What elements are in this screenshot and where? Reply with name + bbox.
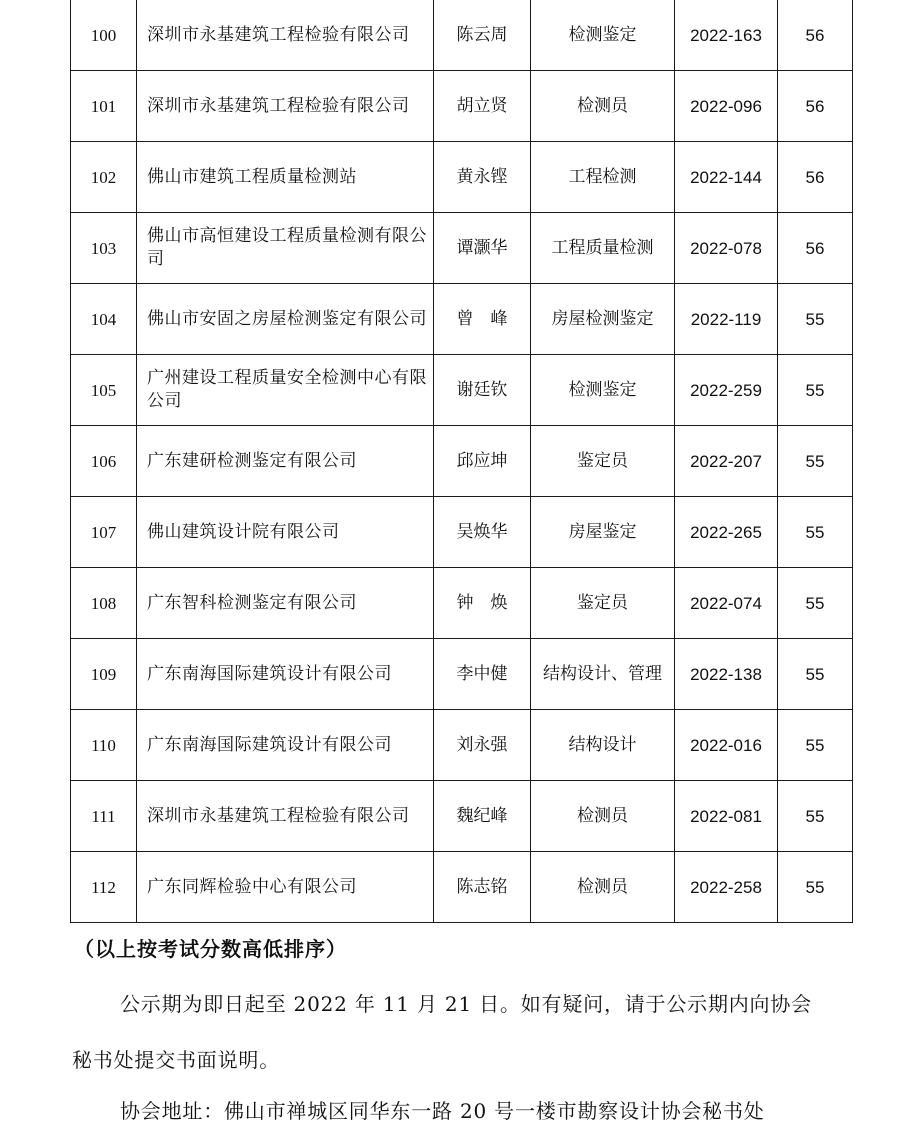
role-text: 结构设计 xyxy=(568,734,637,755)
row-organization xyxy=(137,426,434,497)
row-index: 105 xyxy=(71,355,137,426)
row-role xyxy=(531,284,675,355)
row-score: 56 xyxy=(778,71,853,142)
row-index: 111 xyxy=(71,781,137,852)
row-index: 102 xyxy=(71,142,137,213)
row-score: 55 xyxy=(778,710,853,781)
row-organization xyxy=(137,497,434,568)
table-row xyxy=(71,568,853,639)
row-index: 104 xyxy=(71,284,137,355)
row-cert-number: 2022-163 xyxy=(675,0,778,71)
row-role xyxy=(531,355,675,426)
role-text: 鉴定员 xyxy=(577,450,628,471)
row-index: 100 xyxy=(71,0,137,71)
row-cert-number: 2022-119 xyxy=(675,284,778,355)
organization-text: 佛山市高恒建设工程质量检测有限公司 xyxy=(147,226,427,269)
row-role xyxy=(531,852,675,923)
role-text: 检测员 xyxy=(577,805,628,826)
row-role xyxy=(531,781,675,852)
row-cert-number: 2022-078 xyxy=(675,213,778,284)
table-row xyxy=(71,781,853,852)
organization-text: 佛山市安固之房屋检测鉴定有限公司 xyxy=(147,308,427,329)
row-person-name: 黄永铿 xyxy=(434,142,531,213)
row-organization xyxy=(137,781,434,852)
row-person-name: 胡立贤 xyxy=(434,71,531,142)
row-person-name: 谢廷钦 xyxy=(434,355,531,426)
role-text: 检测员 xyxy=(577,876,628,897)
row-index: 106 xyxy=(71,426,137,497)
row-person-name: 李中健 xyxy=(434,639,531,710)
row-index: 103 xyxy=(71,213,137,284)
row-index: 107 xyxy=(71,497,137,568)
table-row xyxy=(71,213,853,284)
row-cert-number: 2022-258 xyxy=(675,852,778,923)
row-organization xyxy=(137,710,434,781)
address-paragraph: 协会地址：佛山市禅城区同华东一路 20 号一楼市勘察设计协会秘书处 xyxy=(120,1099,765,1123)
row-index: 108 xyxy=(71,568,137,639)
row-person-name: 刘永强 xyxy=(434,710,531,781)
row-cert-number: 2022-096 xyxy=(675,71,778,142)
table-row xyxy=(71,852,853,923)
row-score: 56 xyxy=(778,142,853,213)
role-text: 工程质量检测 xyxy=(551,237,654,258)
table-row xyxy=(71,0,853,71)
table-row xyxy=(71,284,853,355)
row-role xyxy=(531,142,675,213)
row-cert-number: 2022-259 xyxy=(675,355,778,426)
row-score: 56 xyxy=(778,213,853,284)
row-cert-number: 2022-081 xyxy=(675,781,778,852)
row-organization xyxy=(137,0,434,71)
organization-text: 深圳市永基建筑工程检验有限公司 xyxy=(147,805,410,826)
table-row xyxy=(71,426,853,497)
row-organization xyxy=(137,639,434,710)
organization-text: 深圳市永基建筑工程检验有限公司 xyxy=(147,95,410,116)
organization-text: 广东南海国际建筑设计有限公司 xyxy=(147,663,392,684)
row-cert-number: 2022-138 xyxy=(675,639,778,710)
row-organization xyxy=(137,568,434,639)
table-row xyxy=(71,71,853,142)
row-organization xyxy=(137,284,434,355)
row-index: 110 xyxy=(71,710,137,781)
role-text: 结构设计、管理 xyxy=(543,663,662,684)
row-role xyxy=(531,710,675,781)
organization-text: 广东智科检测鉴定有限公司 xyxy=(147,592,357,613)
row-person-name: 陈志铭 xyxy=(434,852,531,923)
row-organization xyxy=(137,142,434,213)
row-role xyxy=(531,568,675,639)
row-role xyxy=(531,0,675,71)
organization-text: 广州建设工程质量安全检测中心有限公司 xyxy=(147,368,427,411)
organization-text: 广东南海国际建筑设计有限公司 xyxy=(147,734,392,755)
organization-text: 佛山建筑设计院有限公司 xyxy=(147,521,340,542)
row-index: 112 xyxy=(71,852,137,923)
row-role xyxy=(531,213,675,284)
row-person-name: 谭灏华 xyxy=(434,213,531,284)
row-person-name: 吴焕华 xyxy=(434,497,531,568)
row-score: 55 xyxy=(778,284,853,355)
row-index: 109 xyxy=(71,639,137,710)
row-person-name: 魏纪峰 xyxy=(434,781,531,852)
row-person-name: 钟 焕 xyxy=(434,568,531,639)
role-text: 检测鉴定 xyxy=(568,379,637,400)
row-person-name: 邱应坤 xyxy=(434,426,531,497)
role-text: 鉴定员 xyxy=(577,592,628,613)
row-score: 55 xyxy=(778,426,853,497)
row-index: 101 xyxy=(71,71,137,142)
row-score: 55 xyxy=(778,781,853,852)
row-cert-number: 2022-265 xyxy=(675,497,778,568)
organization-text: 广东同辉检验中心有限公司 xyxy=(147,876,357,897)
row-cert-number: 2022-074 xyxy=(675,568,778,639)
table-row xyxy=(71,639,853,710)
table-row xyxy=(71,355,853,426)
row-cert-number: 2022-207 xyxy=(675,426,778,497)
row-cert-number: 2022-144 xyxy=(675,142,778,213)
role-text: 工程检测 xyxy=(568,166,637,187)
organization-text: 深圳市永基建筑工程检验有限公司 xyxy=(147,24,410,45)
row-person-name: 曾 峰 xyxy=(434,284,531,355)
row-organization xyxy=(137,71,434,142)
row-score: 55 xyxy=(778,639,853,710)
notice-paragraph: 公示期为即日起至 2022 年 11 月 21 日。如有疑问，请于公示期内向协会秘书处提交书面说明。 xyxy=(72,992,812,1072)
role-text: 检测鉴定 xyxy=(568,24,637,45)
results-table xyxy=(70,0,853,923)
table-row xyxy=(71,710,853,781)
row-score: 55 xyxy=(778,497,853,568)
row-score: 55 xyxy=(778,355,853,426)
role-text: 检测员 xyxy=(577,95,628,116)
row-role xyxy=(531,497,675,568)
row-organization xyxy=(137,355,434,426)
results-table-body xyxy=(71,0,853,923)
row-score: 55 xyxy=(778,852,853,923)
row-role xyxy=(531,426,675,497)
row-person-name: 陈云周 xyxy=(434,0,531,71)
row-score: 55 xyxy=(778,568,853,639)
table-row xyxy=(71,497,853,568)
role-text: 房屋鉴定 xyxy=(568,521,637,542)
row-role xyxy=(531,639,675,710)
sort-order-note: （以上按考试分数高低排序） xyxy=(74,937,347,961)
organization-text: 广东建研检测鉴定有限公司 xyxy=(147,450,357,471)
row-role xyxy=(531,71,675,142)
row-score: 56 xyxy=(778,0,853,71)
row-organization xyxy=(137,213,434,284)
row-organization xyxy=(137,852,434,923)
row-cert-number: 2022-016 xyxy=(675,710,778,781)
role-text: 房屋检测鉴定 xyxy=(551,308,654,329)
organization-text: 佛山市建筑工程质量检测站 xyxy=(147,166,357,187)
table-row xyxy=(71,142,853,213)
